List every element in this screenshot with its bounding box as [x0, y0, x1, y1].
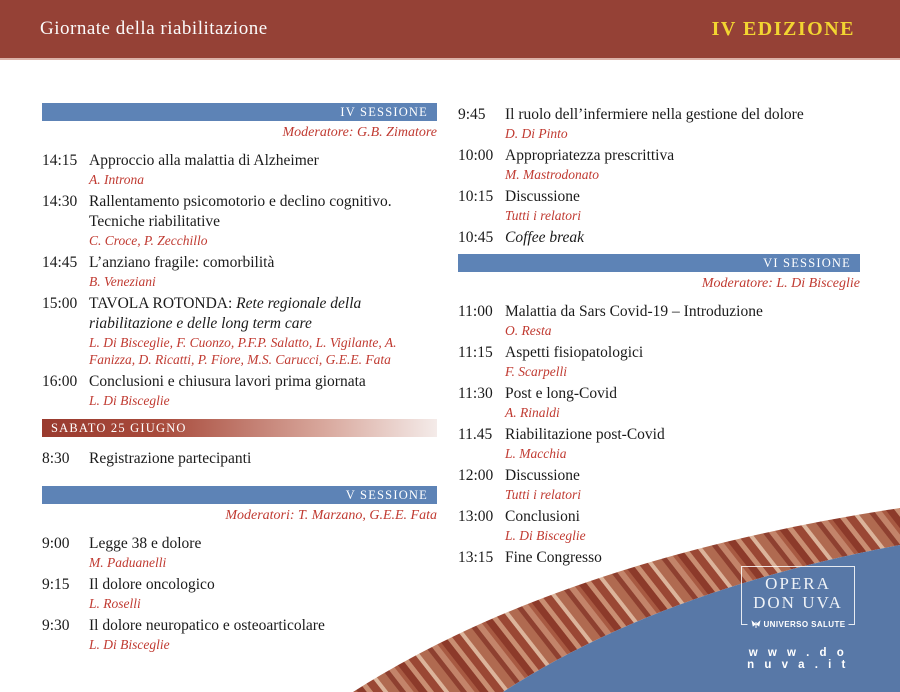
opera-don-uva-logo: [741, 566, 855, 671]
item-title: Discussione: [505, 467, 580, 484]
item-title: Legge 38 e dolore: [89, 535, 202, 552]
item-speakers: C. Croce, P. Zecchillo: [89, 233, 208, 248]
session-4-bar: [42, 103, 437, 121]
item-title: Il dolore oncologico: [89, 576, 215, 593]
item-time: 11.45: [458, 426, 493, 443]
item-speakers: F. Scarpelli: [505, 364, 567, 379]
program-item: [458, 146, 860, 183]
program-item: [458, 548, 860, 568]
session-6-items: [458, 302, 860, 568]
item-title: L’anziano fragile: comorbilità: [89, 254, 275, 271]
item-speakers: L. Di Bisceglie: [505, 528, 586, 543]
item-time: 14:45: [42, 254, 78, 271]
item-title: Discussione: [505, 188, 580, 205]
item-time: 8:30: [42, 450, 70, 467]
item-speakers: L. Macchia: [505, 446, 567, 461]
item-speakers: L. Di Bisceglie: [89, 393, 170, 408]
item-time: 10:00: [458, 147, 494, 164]
item-time: 9:30: [42, 617, 70, 634]
item-speakers: O. Resta: [505, 323, 552, 338]
day-banner: [42, 419, 437, 437]
item-title: Approccio alla malattia di Alzheimer: [89, 152, 319, 169]
program-item: [42, 294, 437, 368]
program-item: [458, 384, 860, 421]
item-title: Aspetti fisiopatologici: [505, 344, 644, 361]
item-time: 9:45: [458, 106, 486, 123]
logo-line-1: OPERA: [765, 574, 831, 593]
registration-item: [42, 449, 437, 469]
item-title: Registrazione partecipanti: [89, 450, 252, 467]
session-5-label: V SESSIONE: [345, 488, 428, 502]
item-speakers: L. Roselli: [89, 596, 141, 611]
program-item: [42, 575, 437, 612]
item-speakers: M. Paduanelli: [89, 555, 167, 570]
item-speakers: A. Introna: [89, 172, 144, 187]
item-title: Fine Congresso: [505, 549, 602, 566]
header-bar: [0, 0, 900, 60]
item-speakers: A. Rinaldi: [505, 405, 560, 420]
item-speakers: L. Di Bisceglie, F. Cuonzo, P.F.P. Salatto, L. Vigilante, A. Fanizza, D. Ricatti, P. Fiore, M.S. Carucci, G.E.E. Fata: [89, 335, 397, 367]
item-title: Post e long-Covid: [505, 385, 617, 402]
session-4-moderator: Moderatore: G.B. Zimatore: [282, 125, 437, 140]
program-item: [42, 616, 437, 653]
item-title: Il ruolo dell’infermiere nella gestione del dolore: [505, 106, 804, 123]
item-time: 13:00: [458, 508, 494, 525]
program-item: [458, 105, 860, 142]
item-time: 14:30: [42, 193, 78, 210]
session-4-label: IV SESSIONE: [340, 105, 428, 119]
item-time: 11:15: [458, 344, 493, 361]
program-item: [458, 507, 860, 544]
session-5-bar: [42, 486, 437, 504]
session-5-moderator: Moderatori: T. Marzano, G.E.E. Fata: [225, 508, 437, 523]
item-title: Coffee break: [505, 229, 585, 246]
item-title: Riabilitazione post-Covid: [505, 426, 665, 443]
item-title: Conclusioni: [505, 508, 580, 525]
item-speakers: Tutti i relatori: [505, 487, 582, 502]
item-speakers: D. Di Pinto: [505, 126, 568, 141]
edition-badge: IV EDIZIONE: [711, 17, 855, 40]
item-time: 14:15: [42, 152, 78, 169]
program-item: [42, 534, 437, 571]
item-time: 16:00: [42, 373, 78, 390]
item-title: Appropriatezza prescrittiva: [505, 147, 675, 164]
program-item: [458, 343, 860, 380]
page-title: Giornate della riabilitazione: [40, 18, 268, 39]
item-title: Il dolore neuropatico e osteoarticolare: [89, 617, 325, 634]
item-time: 10:45: [458, 229, 494, 246]
program-item: [42, 372, 437, 409]
program-item: [42, 151, 437, 188]
item-title: TAVOLA ROTONDA: Rete regionale della riabilitazione e delle long term care: [89, 295, 362, 332]
left-column: [42, 62, 437, 657]
program-item: [42, 192, 437, 249]
session-5-items: [42, 534, 437, 653]
logo-tagline: [747, 619, 848, 629]
item-title: Malattia da Sars Covid-19 – Introduzione: [505, 303, 763, 320]
item-time: 11:00: [458, 303, 493, 320]
item-time: 13:15: [458, 549, 494, 566]
item-title: Rallentamento psicomotorio e declino cognitivo. Tecniche riabilitative: [89, 193, 392, 230]
item-time: 15:00: [42, 295, 78, 312]
item-speakers: L. Di Bisceglie: [89, 637, 170, 652]
item-speakers: Tutti i relatori: [505, 208, 582, 223]
item-title: Conclusioni e chiusura lavori prima giornata: [89, 373, 366, 390]
session-6-label: VI SESSIONE: [763, 256, 851, 270]
session-4-items: [42, 151, 437, 409]
day-banner-label: SABATO 25 GIUGNO: [51, 421, 187, 435]
item-time: 11:30: [458, 385, 493, 402]
universo-salute-icon: [750, 619, 761, 629]
item-time: 10:15: [458, 188, 494, 205]
item-time: 9:15: [42, 576, 70, 593]
right-column: [458, 62, 860, 572]
session-6-moderator: Moderatore: L. Di Bisceglie: [701, 276, 860, 291]
program-item: [458, 466, 860, 503]
program-item: [458, 302, 860, 339]
program-item: [458, 228, 860, 248]
program-item: [458, 425, 860, 462]
program-item: [458, 187, 860, 224]
logo-frame: [741, 566, 855, 629]
logo-line-2: DON UVA: [753, 593, 843, 612]
website-link[interactable]: w w w . d o n u v a . i t: [747, 647, 849, 671]
item-speakers: B. Veneziani: [89, 274, 156, 289]
session-5-continued-items: [458, 105, 860, 248]
item-time: 12:00: [458, 467, 494, 484]
item-time: 9:00: [42, 535, 70, 552]
logo-tagline-text: UNIVERSO SALUTE: [763, 619, 846, 629]
session-6-bar: [458, 254, 860, 272]
program-item: [42, 253, 437, 290]
item-speakers: M. Mastrodonato: [505, 167, 599, 182]
